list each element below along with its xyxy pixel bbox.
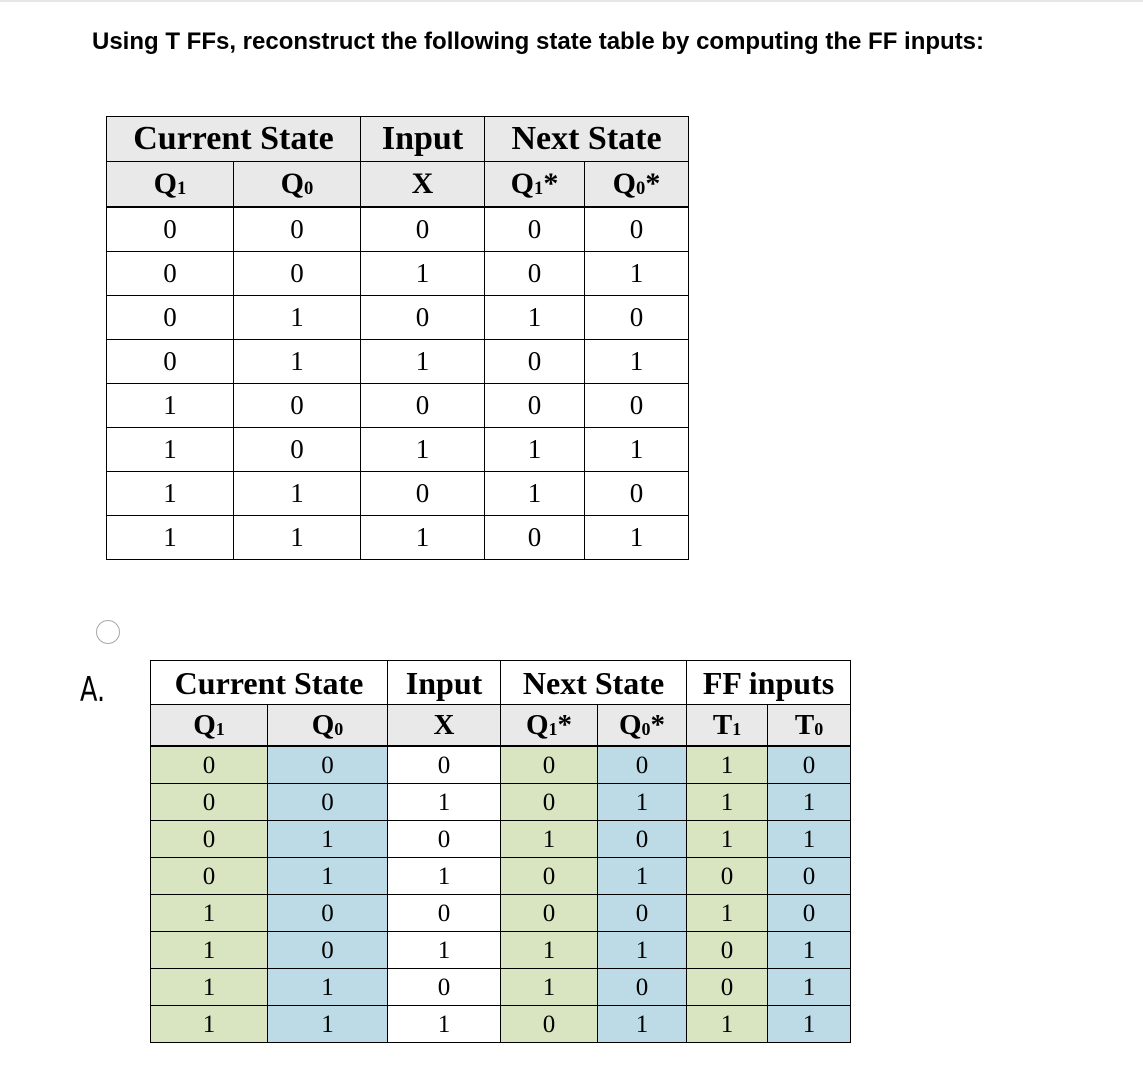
table-cell: 1	[585, 252, 689, 296]
col-header-q0-next: Q0*	[598, 705, 687, 747]
state-table	[106, 116, 689, 560]
table-cell: 1	[687, 1006, 768, 1043]
table-cell: 1	[501, 969, 598, 1006]
table-cell: 1	[151, 969, 268, 1006]
table-cell: 1	[234, 472, 361, 516]
table-cell: 0	[388, 895, 501, 932]
table-cell: 1	[388, 858, 501, 895]
table-cell: 1	[598, 932, 687, 969]
table-row	[151, 932, 851, 969]
table-cell: 1	[485, 428, 585, 472]
header-ff-inputs: FF inputs	[687, 661, 851, 705]
table-cell: 0	[268, 746, 388, 784]
header-current-state: Current State	[151, 661, 388, 705]
table-cell: 0	[585, 207, 689, 252]
col-header-t0: T0	[768, 705, 851, 747]
table-cell: 0	[585, 384, 689, 428]
table-row	[151, 895, 851, 932]
table-cell: 0	[768, 746, 851, 784]
table-cell: 1	[388, 932, 501, 969]
table-cell: 1	[234, 516, 361, 560]
table-cell: 1	[107, 516, 234, 560]
table-cell: 0	[234, 252, 361, 296]
table-cell: 1	[268, 858, 388, 895]
table-cell: 1	[107, 428, 234, 472]
table-row	[107, 252, 689, 296]
table-cell: 0	[687, 932, 768, 969]
table-cell: 0	[768, 858, 851, 895]
table-cell: 1	[598, 858, 687, 895]
table-cell: 1	[151, 932, 268, 969]
table-cell: 1	[768, 932, 851, 969]
table-row	[151, 746, 851, 784]
table-cell: 0	[151, 858, 268, 895]
table-cell: 0	[687, 969, 768, 1006]
table-row	[107, 340, 689, 384]
table-cell: 1	[107, 472, 234, 516]
table-cell: 0	[485, 252, 585, 296]
table-cell: 1	[768, 784, 851, 821]
table-cell: 1	[388, 784, 501, 821]
col-header-q1: Q1	[151, 705, 268, 747]
table-cell: 1	[598, 1006, 687, 1043]
table-row	[107, 207, 689, 252]
table-cell: 1	[361, 340, 485, 384]
table-cell: 1	[151, 1006, 268, 1043]
table-cell: 1	[585, 428, 689, 472]
header-input: Input	[361, 117, 485, 162]
table-cell: 1	[598, 784, 687, 821]
table-cell: 1	[388, 1006, 501, 1043]
option-a-label: A.	[80, 670, 106, 710]
table-cell: 1	[361, 252, 485, 296]
table-cell: 1	[107, 384, 234, 428]
table-cell: 1	[501, 821, 598, 858]
col-header-q1: Q1	[107, 162, 234, 208]
table-cell: 1	[268, 1006, 388, 1043]
col-header-q1-next: Q1*	[501, 705, 598, 747]
table-cell: 0	[585, 472, 689, 516]
header-input: Input	[388, 661, 501, 705]
table-cell: 0	[598, 746, 687, 784]
table-cell: 0	[388, 969, 501, 1006]
table-cell: 0	[501, 784, 598, 821]
table-cell: 0	[268, 784, 388, 821]
col-header-q1-next: Q1*	[485, 162, 585, 208]
table-cell: 0	[107, 252, 234, 296]
table-cell: 0	[268, 932, 388, 969]
column-header-row	[107, 162, 689, 208]
table-cell: 0	[361, 472, 485, 516]
table-row	[151, 1006, 851, 1043]
col-header-t1: T1	[687, 705, 768, 747]
table-cell: 1	[501, 932, 598, 969]
table-cell: 0	[501, 858, 598, 895]
table-cell: 1	[485, 472, 585, 516]
table-cell: 0	[501, 895, 598, 932]
table-cell: 0	[388, 746, 501, 784]
table-cell: 1	[485, 296, 585, 340]
table-cell: 1	[687, 746, 768, 784]
table-cell: 0	[151, 746, 268, 784]
table-cell: 1	[268, 969, 388, 1006]
table-cell: 0	[234, 384, 361, 428]
table-cell: 1	[361, 428, 485, 472]
table-cell: 1	[268, 821, 388, 858]
table-cell: 0	[388, 821, 501, 858]
col-header-q0: Q0	[234, 162, 361, 208]
table-cell: 1	[234, 340, 361, 384]
table-row	[151, 969, 851, 1006]
group-header-row	[151, 661, 851, 705]
table-cell: 0	[598, 969, 687, 1006]
table-row	[151, 821, 851, 858]
table-cell: 0	[361, 207, 485, 252]
table-row	[107, 384, 689, 428]
table-cell: 1	[234, 296, 361, 340]
table-cell: 0	[585, 296, 689, 340]
column-header-row	[151, 705, 851, 747]
table-cell: 0	[107, 296, 234, 340]
col-header-q0-next: Q0*	[585, 162, 689, 208]
col-header-x: X	[361, 162, 485, 208]
table-cell: 1	[687, 784, 768, 821]
table-cell: 0	[234, 428, 361, 472]
table-cell: 0	[501, 746, 598, 784]
table-cell: 1	[361, 516, 485, 560]
table-row	[151, 858, 851, 895]
table-cell: 0	[107, 207, 234, 252]
table-cell: 0	[598, 895, 687, 932]
question-text: Using T FFs, reconstruct the following state table by computing the FF inputs:	[92, 28, 985, 55]
header-next-state: Next State	[485, 117, 689, 162]
table-cell: 0	[485, 340, 585, 384]
answer-state-table	[150, 660, 851, 1043]
table-cell: 0	[598, 821, 687, 858]
table-cell: 0	[234, 207, 361, 252]
table-cell: 0	[768, 895, 851, 932]
table-cell: 1	[687, 821, 768, 858]
table-cell: 0	[361, 384, 485, 428]
group-header-row	[107, 117, 689, 162]
option-a-radio[interactable]	[96, 620, 120, 644]
table-cell: 1	[768, 969, 851, 1006]
table-cell: 0	[151, 821, 268, 858]
table-row	[107, 428, 689, 472]
table-cell: 1	[585, 340, 689, 384]
header-current-state: Current State	[107, 117, 361, 162]
table-cell: 1	[768, 1006, 851, 1043]
table-cell: 1	[687, 895, 768, 932]
col-header-q0: Q0	[268, 705, 388, 747]
table-cell: 0	[361, 296, 485, 340]
col-header-x: X	[388, 705, 501, 747]
table-cell: 0	[268, 895, 388, 932]
table-cell: 0	[485, 384, 585, 428]
table-cell: 0	[485, 516, 585, 560]
table-cell: 0	[501, 1006, 598, 1043]
table-cell: 1	[768, 821, 851, 858]
table-row	[151, 784, 851, 821]
top-divider	[0, 0, 1143, 2]
table-cell: 0	[151, 784, 268, 821]
table-cell: 0	[687, 858, 768, 895]
header-next-state: Next State	[501, 661, 687, 705]
table-cell: 0	[107, 340, 234, 384]
table-cell: 1	[151, 895, 268, 932]
table-row	[107, 296, 689, 340]
table-cell: 0	[485, 207, 585, 252]
table-row	[107, 516, 689, 560]
table-row	[107, 472, 689, 516]
table-cell: 1	[585, 516, 689, 560]
